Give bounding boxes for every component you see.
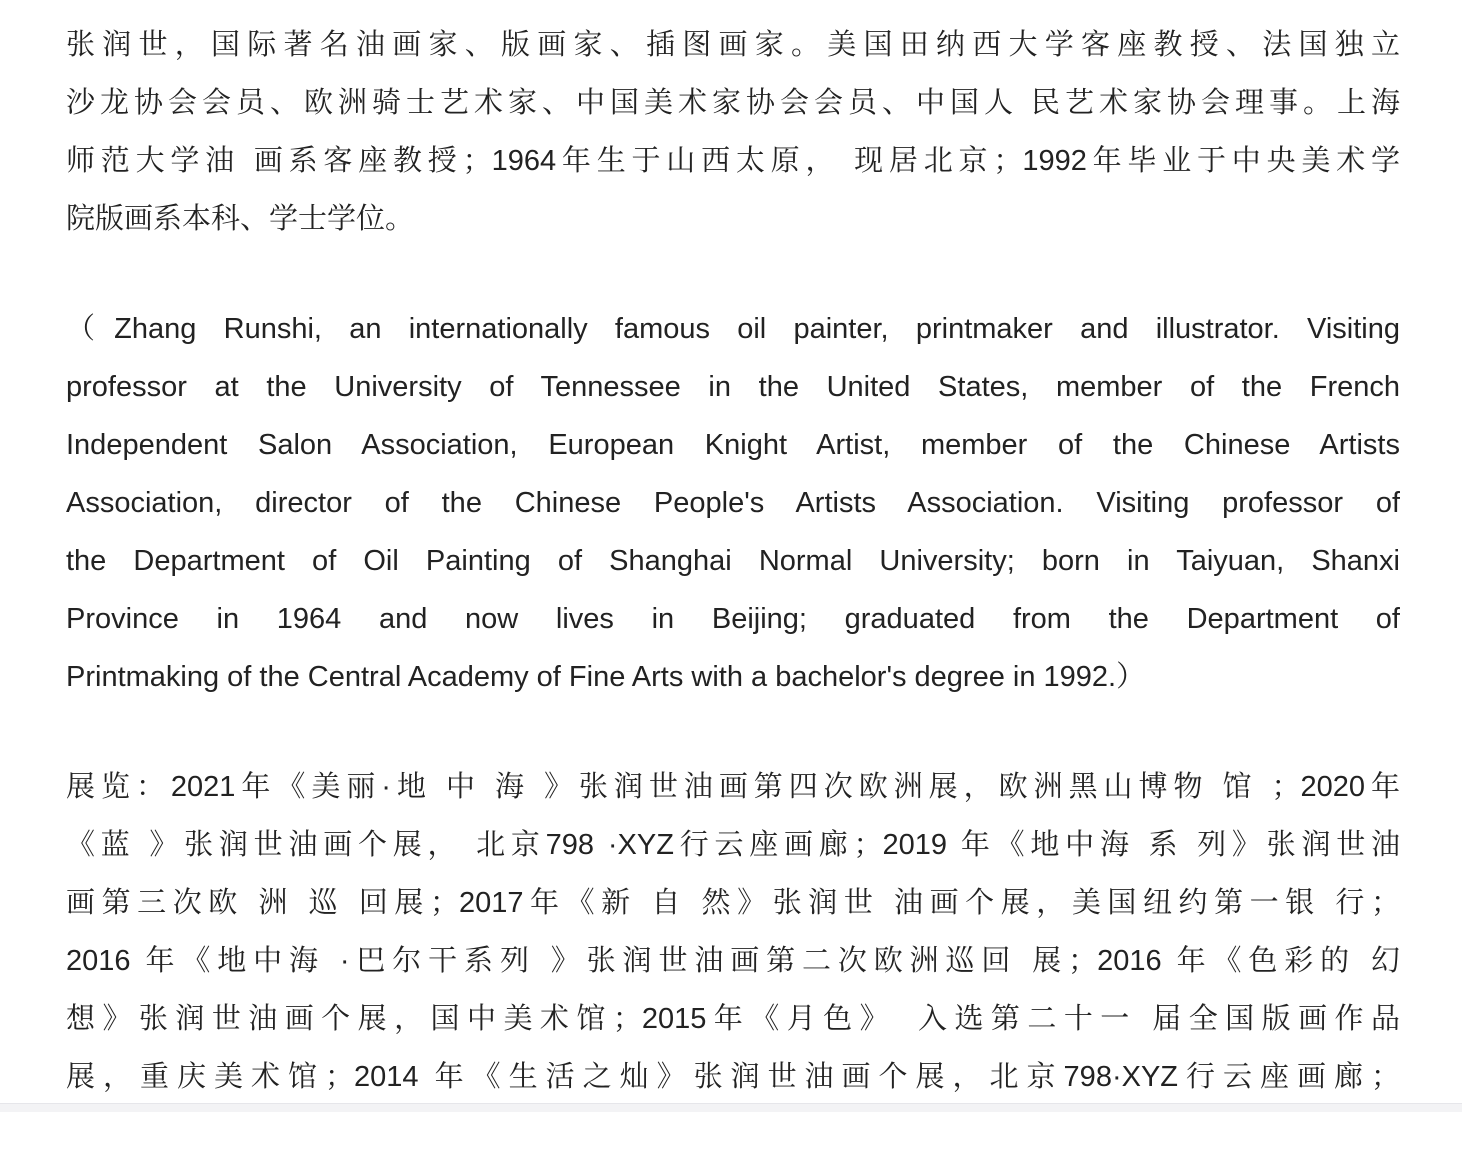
text-line: 展，重庆美术馆；2014 年《生活之灿》张润世油画个展，北京798·XYZ行云座画廊； — [66, 1061, 1400, 1093]
bottom-divider — [0, 1103, 1462, 1112]
text-line: 师范大学油 画系客座教授；1964年生于山西太原， 现居北京；1992年毕业于中央美术学 — [66, 145, 1400, 177]
text-line: Printmaking of the Central Academy of Fine Arts with a bachelor's degree in 1992.） — [66, 661, 1146, 693]
text-line: Independent Salon Association, European Knight Artist, member of the Chinese Artists — [66, 429, 1400, 461]
text-line: professor at the University of Tennessee in the United States, member of the French — [66, 371, 1400, 403]
text-line: 想》张润世油画个展，国中美术馆；2015年《月色》 入选第二十一 届全国版画作品 — [66, 1003, 1400, 1035]
text-line: 2016 年《地中海 ·巴尔干系列 》张润世油画第二次欧洲巡回 展；2016 年《色彩的 幻 — [66, 945, 1400, 977]
text-line: 院版画系本科、学士学位。 — [66, 203, 415, 235]
text-line: 《蓝 》张润世油画个展， 北京798 ·XYZ行云座画廊；2019 年《地中海 系 列》张润世油 — [66, 829, 1400, 861]
text-line: （Zhang Runshi, an internationally famous oil painter, printmaker and illustrator. Visiting — [66, 313, 1400, 345]
text-line: 展览：2021年《美丽·地 中 海 》张润世油画第四次欧洲展，欧洲黑山博物 馆 ；2020年 — [66, 771, 1400, 803]
text-line: 张润世，国际著名油画家、版画家、插图画家。美国田纳西大学客座教授、法国独立 — [66, 29, 1400, 61]
text-line: the Department of Oil Painting of Shanghai Normal University; born in Taiyuan, Shanxi — [66, 545, 1400, 577]
text-line: Province in 1964 and now lives in Beijing; graduated from the Department of — [66, 603, 1400, 635]
bio-english-paragraph — [66, 300, 1400, 706]
text-line: Association, director of the Chinese People's Artists Association. Visiting professor of — [66, 487, 1400, 519]
exhibitions-paragraph — [66, 758, 1400, 1106]
text-line: 沙龙协会会员、欧洲骑士艺术家、中国美术家协会会员、中国人 民艺术家协会理事。上海 — [66, 87, 1400, 119]
article-body — [66, 16, 1400, 1158]
bio-chinese-paragraph — [66, 16, 1400, 248]
text-line: 画第三次欧 洲 巡 回展；2017年《新 自 然》张润世 油画个展，美国纽约第一银 行； — [66, 887, 1400, 919]
